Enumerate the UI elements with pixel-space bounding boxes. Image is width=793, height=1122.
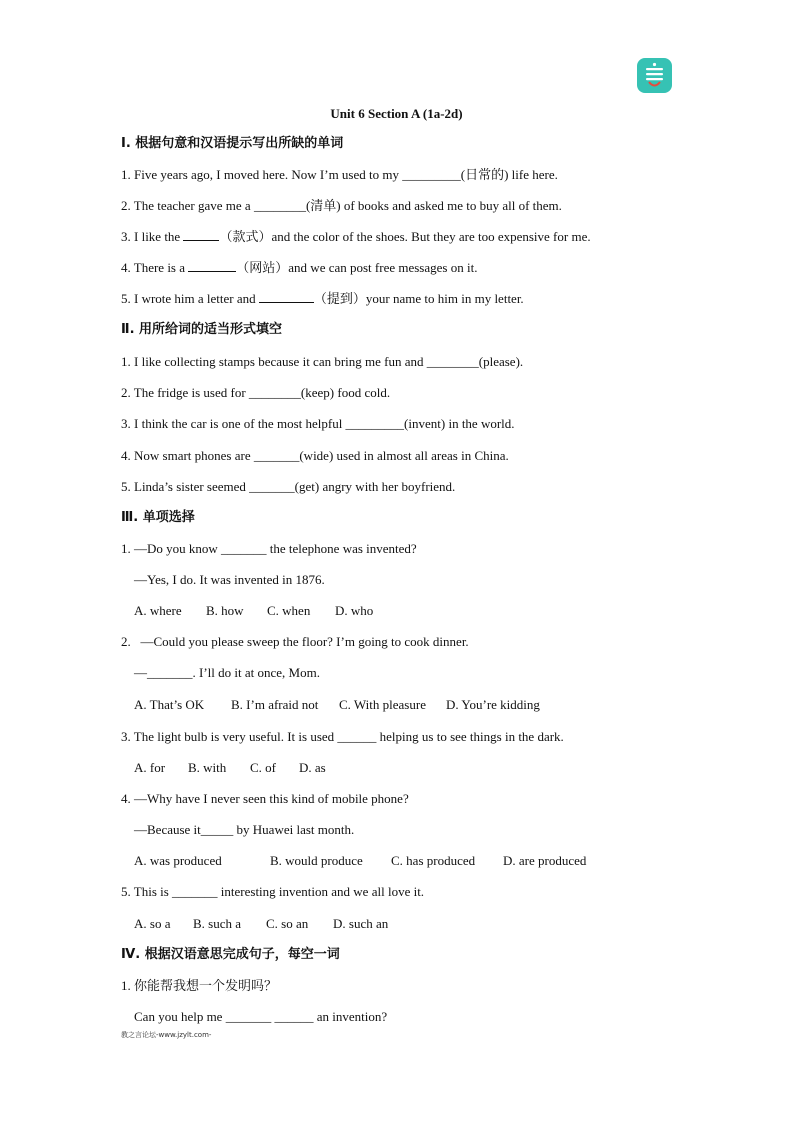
option: C. With pleasure (339, 697, 426, 712)
option: B. would produce (270, 853, 363, 868)
answer-blank (183, 229, 219, 241)
s1-item-4: 4. There is a （网站）and we can post free messages on it. (121, 260, 478, 275)
section-2-heading: Ⅱ. 用所给词的适当形式填空 (121, 322, 283, 337)
s2-item-5: 5. Linda’s sister seemed _______(get) angry with her boyfriend. (121, 479, 456, 494)
option: D. as (299, 760, 326, 775)
s2-item-2: 2. The fridge is used for ________(keep) food cold. (121, 385, 391, 400)
option: D. such an (333, 916, 389, 931)
option: A. was produced (134, 853, 222, 868)
s1-item-5: 5. I wrote him a letter and （提到）your name to him in my letter. (121, 291, 524, 306)
footer-watermark: 教之言论坛-www.jzylt.com- (121, 1031, 212, 1039)
option: A. That’s OK (134, 697, 205, 712)
s2-item-1: 1. I like collecting stamps because it can bring me fun and ________(please). (121, 354, 524, 369)
option: C. has produced (391, 853, 476, 868)
option: B. with (188, 760, 227, 775)
section-3-heading: Ⅲ. 单项选择 (121, 510, 195, 525)
q1-stem: 1. —Do you know _______ the telephone was invented? (121, 541, 417, 556)
page-title: Unit 6 Section A (1a-2d) (330, 106, 463, 121)
q1-reply: —Yes, I do. It was invented in 1876. (134, 572, 325, 587)
option: D. You’re kidding (446, 697, 540, 712)
s2-item-4: 4. Now smart phones are _______(wide) used in almost all areas in China. (121, 448, 509, 463)
s1-item-2: 2. The teacher gave me a ________(清单) of books and asked me to buy all of them. (121, 198, 562, 213)
answer-blank (259, 291, 314, 303)
q4-reply: —Because it_____ by Huawei last month. (134, 822, 355, 837)
option: A. for (134, 760, 166, 775)
s1-item-3: 3. I like the （款式）and the color of the shoes. But they are too expensive for me. (121, 229, 591, 244)
s4-q1-chinese: 1. 你能帮我想一个发明吗？ (121, 978, 278, 993)
option: A. where (134, 603, 182, 618)
q2-stem: 2. —Could you please sweep the floor? I’m going to cook dinner. (121, 634, 469, 649)
option: B. I’m afraid not (231, 697, 319, 712)
s4-q1-english: Can you help me _______ ______ an invention? (134, 1009, 388, 1024)
option: D. who (335, 603, 374, 618)
q4-stem: 4. —Why have I never seen this kind of mobile phone? (121, 791, 409, 806)
option: A. so a (134, 916, 171, 931)
answer-blank (188, 260, 236, 272)
s2-item-3: 3. I think the car is one of the most helpful _________(invent) in the world. (121, 416, 515, 431)
section-1-heading: Ⅰ. 根据句意和汉语提示写出所缺的单词 (121, 136, 344, 151)
option: C. so an (266, 916, 309, 931)
q5-stem: 5. This is _______ interesting invention and we all love it. (121, 884, 425, 899)
option: C. when (267, 603, 311, 618)
app-logo-icon (637, 58, 672, 93)
q3-stem: 3. The light bulb is very useful. It is used ______ helping us to see things in the dark. (121, 729, 564, 744)
section-4-heading: Ⅳ. 根据汉语意思完成句子，每空一词 (121, 947, 340, 962)
s1-item-1: 1. Five years ago, I moved here. Now I’m used to my _________(日常的) life here. (121, 167, 558, 182)
option: B. such a (193, 916, 242, 931)
q2-reply: —_______. I’ll do it at once, Mom. (134, 665, 320, 680)
option: C. of (250, 760, 276, 775)
option: D. are produced (503, 853, 587, 868)
option: B. how (206, 603, 244, 618)
